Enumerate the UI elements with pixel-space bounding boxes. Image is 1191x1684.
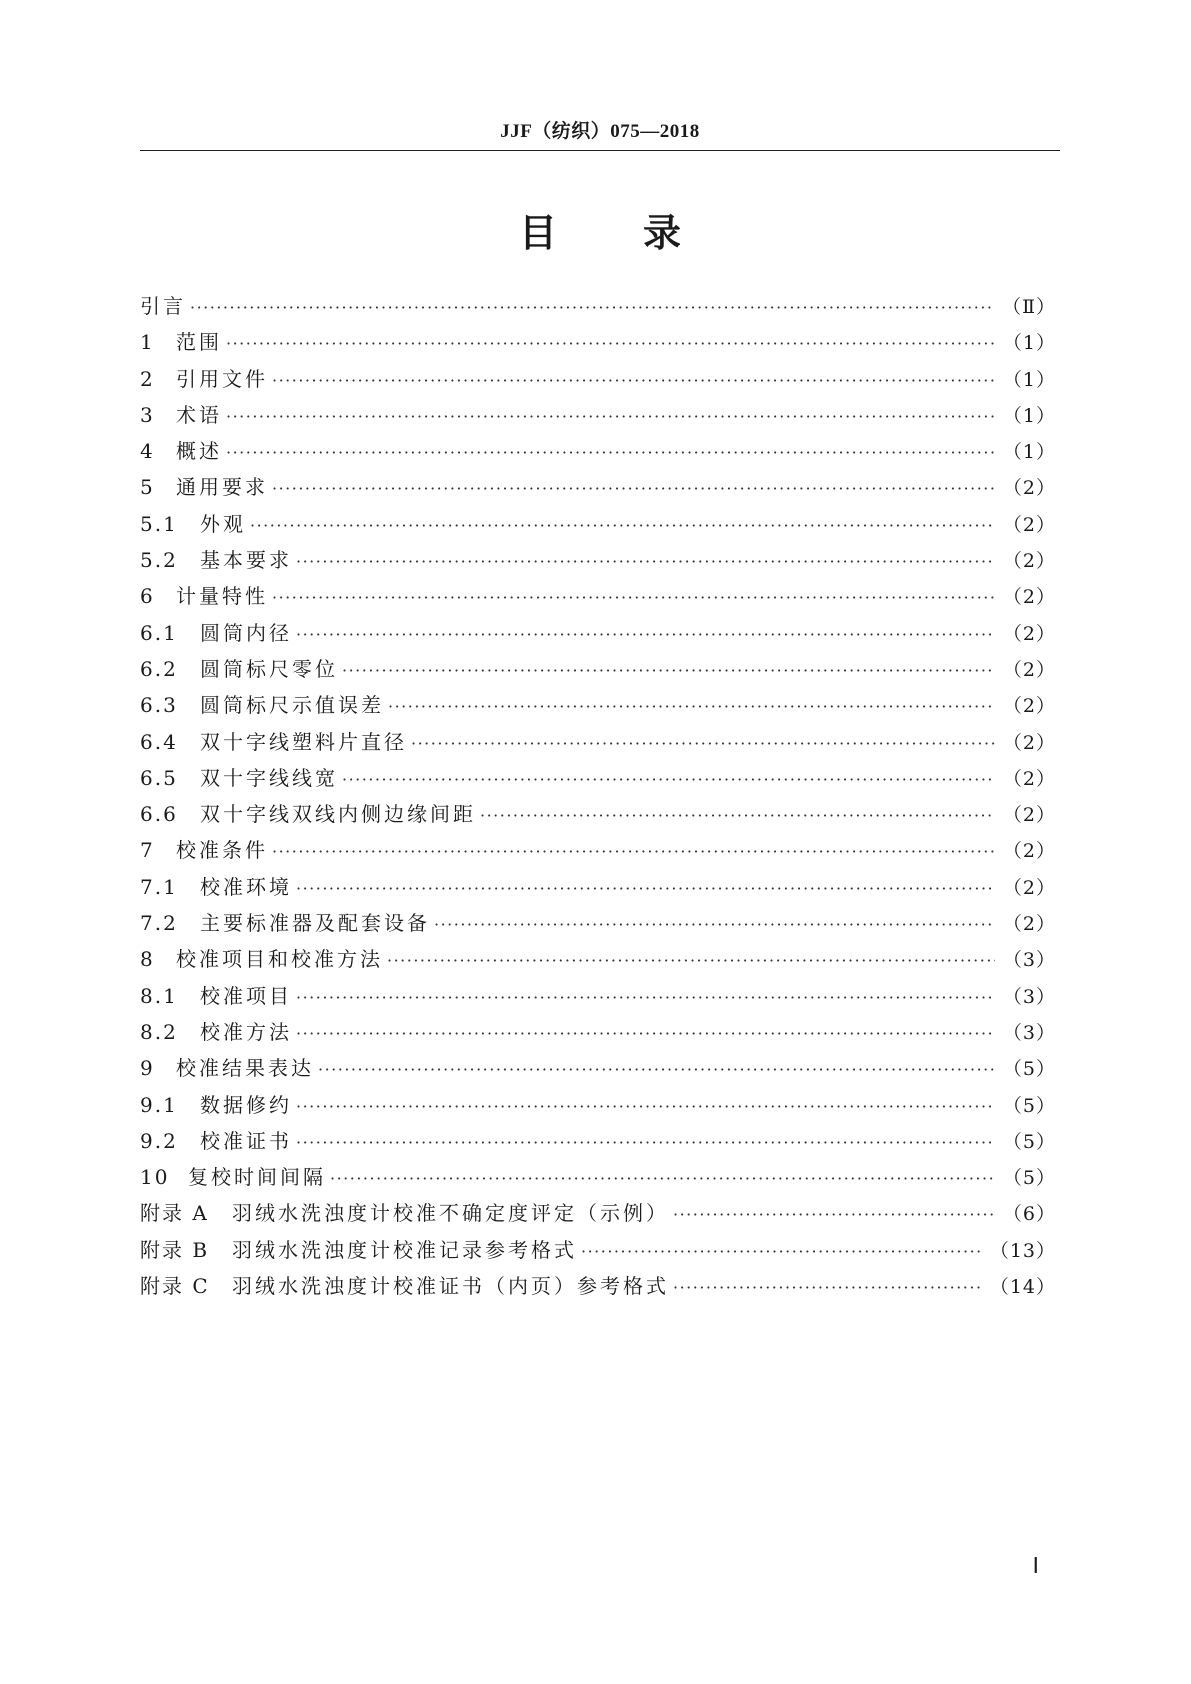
toc-entry-number: 1 — [140, 330, 155, 355]
toc-entry-9-2[interactable] — [140, 1125, 1056, 1161]
toc-entry-label: 校准结果表达 — [176, 1056, 314, 1081]
toc-leader-dots — [272, 842, 995, 861]
toc-entry-6-5[interactable] — [140, 762, 1056, 798]
toc-entry-label: 主要标准器及配套设备 — [200, 911, 430, 936]
toc-entry-number: 9 — [140, 1056, 155, 1081]
toc-entry-page: （5） — [1002, 1130, 1056, 1153]
toc-entry-label: 概述 — [176, 439, 222, 464]
toc-entry-appendix-a[interactable] — [140, 1197, 1056, 1233]
toc-entry-label: 校准项目 — [200, 983, 292, 1008]
toc-entry-label: 羽绒水洗浊度计校准不确定度评定（示例） — [232, 1201, 669, 1226]
toc-entry-8-2[interactable] — [140, 1016, 1056, 1052]
toc-entry-number: 5.2 — [140, 548, 178, 573]
toc-entry-9[interactable] — [140, 1052, 1056, 1088]
toc-entry-5-1[interactable] — [140, 508, 1056, 544]
toc-leader-dots — [330, 1169, 995, 1188]
toc-leader-dots — [673, 1278, 982, 1297]
toc-entry-2[interactable] — [140, 363, 1056, 399]
toc-entry-8[interactable] — [140, 943, 1056, 979]
toc-entry-number: 6 — [140, 584, 155, 609]
toc-entry-7-2[interactable] — [140, 907, 1056, 943]
toc-entry-label: 羽绒水洗浊度计校准记录参考格式 — [232, 1237, 577, 1262]
toc-entry-page: （1） — [1002, 332, 1056, 355]
toc-entry-number: 9.1 — [140, 1092, 178, 1117]
toc-entry-page: （2） — [1002, 804, 1056, 827]
toc-leader-dots — [226, 407, 995, 426]
toc-entry-label: 引言 — [140, 294, 186, 318]
page-number: Ⅰ — [1032, 1553, 1039, 1578]
toc-leader-dots — [226, 443, 995, 462]
toc-entry-page: （2） — [1002, 586, 1056, 609]
toc-entry-number: 8.2 — [140, 1019, 178, 1044]
toc-entry-6-4[interactable] — [140, 726, 1056, 762]
toc-title: 目录 — [518, 211, 767, 255]
toc-entry-label: 校准证书 — [200, 1128, 292, 1153]
toc-entry-label: 双十字线塑料片直径 — [200, 729, 407, 754]
toc-leader-dots — [434, 915, 995, 934]
toc-entry-5-2[interactable] — [140, 544, 1056, 580]
toc-leader-dots — [480, 806, 995, 825]
toc-entry-page: （2） — [1002, 550, 1056, 573]
toc-entry-label: 双十字线线宽 — [200, 765, 338, 790]
toc-leader-dots — [296, 1133, 995, 1152]
toc-entry-page: （1） — [1002, 368, 1056, 391]
toc-entry-number: 6.5 — [140, 765, 178, 790]
toc-leader-dots — [272, 371, 995, 390]
toc-entry-page: （2） — [1002, 695, 1056, 718]
toc-entry-label: 基本要求 — [200, 548, 292, 573]
toc-entry-page: （6） — [1002, 1203, 1056, 1226]
toc-entry-number: 5 — [140, 475, 155, 500]
toc-entry-label: 范围 — [176, 330, 222, 355]
toc-entry-label: 圆筒标尺示值误差 — [200, 693, 384, 718]
toc-entry-label: 校准方法 — [200, 1019, 292, 1044]
toc-entry-6-1[interactable] — [140, 617, 1056, 653]
toc-entry-8-1[interactable] — [140, 980, 1056, 1016]
toc-entry-5[interactable] — [140, 471, 1056, 507]
toc-entry-intro[interactable] — [140, 290, 1056, 326]
toc-entry-number: 6.6 — [140, 802, 178, 827]
toc-entry-9-1[interactable] — [140, 1089, 1056, 1125]
document-code-header: JJF（纺织）075—2018 — [500, 121, 700, 142]
toc-leader-dots — [342, 661, 995, 680]
toc-entry-label: 外观 — [200, 511, 246, 536]
toc-entry-label: 羽绒水洗浊度计校准证书（内页）参考格式 — [232, 1274, 669, 1299]
toc-entry-7-1[interactable] — [140, 871, 1056, 907]
toc-entry-label: 数据修约 — [200, 1092, 292, 1117]
toc-entry-page: （2） — [1002, 658, 1056, 681]
toc-entry-page: （3） — [1002, 949, 1056, 972]
toc-entry-10[interactable] — [140, 1161, 1056, 1197]
toc-entry-page: （5） — [1002, 1058, 1056, 1081]
toc-entry-number: 6.4 — [140, 729, 178, 754]
toc-entry-page: （5） — [1002, 1094, 1056, 1117]
toc-leader-dots — [296, 552, 995, 571]
toc-entry-number: 7 — [140, 838, 155, 863]
toc-entry-label: 计量特性 — [176, 584, 268, 609]
toc-leader-dots — [272, 479, 995, 498]
toc-entry-4[interactable] — [140, 435, 1056, 471]
toc-entry-number: 8.1 — [140, 983, 178, 1008]
toc-entry-number: 6.3 — [140, 693, 178, 718]
toc-entry-label: 圆筒标尺零位 — [200, 656, 338, 681]
toc-leader-dots — [388, 697, 995, 716]
toc-leader-dots — [272, 588, 995, 607]
toc-entry-label: 引用文件 — [176, 366, 268, 391]
toc-entry-number: 附录 A — [140, 1201, 209, 1226]
toc-entry-page: （1） — [1002, 441, 1056, 464]
toc-entry-6-3[interactable] — [140, 689, 1056, 725]
toc-entry-6-6[interactable] — [140, 798, 1056, 834]
toc-leader-dots — [296, 1097, 995, 1116]
toc-leader-dots — [226, 334, 995, 353]
toc-entry-page: （Ⅱ） — [1002, 296, 1056, 318]
toc-leader-dots — [296, 1024, 995, 1043]
toc-entry-number: 2 — [140, 366, 155, 391]
toc-leader-dots — [296, 625, 995, 644]
toc-entry-page: （2） — [1002, 477, 1056, 500]
toc-entry-page: （13） — [989, 1239, 1056, 1262]
toc-entry-number: 附录 B — [140, 1237, 210, 1262]
toc-leader-dots — [581, 1242, 982, 1261]
toc-entry-page: （2） — [1002, 840, 1056, 863]
toc-entry-appendix-c[interactable] — [140, 1270, 1056, 1306]
toc-entry-number: 8 — [140, 947, 155, 972]
toc-leader-dots — [318, 1060, 995, 1079]
toc-entry-page: （2） — [1002, 876, 1056, 899]
toc-entry-page: （2） — [1002, 622, 1056, 645]
toc-entry-appendix-b[interactable] — [140, 1234, 1056, 1270]
toc-entry-number: 附录 C — [140, 1274, 210, 1299]
toc-entry-number: 7.2 — [140, 911, 178, 936]
toc-entry-number: 6.1 — [140, 620, 178, 645]
toc-entry-1[interactable] — [140, 326, 1056, 362]
toc-leader-dots — [250, 516, 995, 535]
toc-entry-label: 通用要求 — [176, 475, 268, 500]
toc-entry-page: （3） — [1002, 1021, 1056, 1044]
toc-entry-6[interactable] — [140, 580, 1056, 616]
toc-entry-label: 复校时间间隔 — [188, 1165, 326, 1190]
toc-entry-page: （2） — [1002, 913, 1056, 936]
toc-entry-label: 圆筒内径 — [200, 620, 292, 645]
toc-leader-dots — [296, 988, 995, 1007]
toc-entry-number: 7.1 — [140, 874, 178, 899]
toc-entry-label: 校准环境 — [200, 874, 292, 899]
toc-leader-dots — [296, 879, 995, 898]
toc-entry-number: 5.1 — [140, 511, 178, 536]
toc-leader-dots — [387, 951, 995, 970]
toc-entry-6-2[interactable] — [140, 653, 1056, 689]
toc-entry-label: 校准项目和校准方法 — [176, 947, 383, 972]
toc-entry-number: 4 — [140, 439, 155, 464]
toc-entry-page: （3） — [1002, 985, 1056, 1008]
table-of-contents — [140, 290, 1056, 1306]
toc-entry-number: 10 — [140, 1165, 170, 1190]
toc-entry-page: （2） — [1002, 731, 1056, 754]
toc-leader-dots — [673, 1205, 995, 1224]
toc-entry-number: 9.2 — [140, 1128, 178, 1153]
toc-entry-3[interactable] — [140, 399, 1056, 435]
toc-leader-dots — [190, 298, 994, 317]
toc-entry-label: 校准条件 — [176, 838, 268, 863]
toc-entry-label: 术语 — [176, 402, 222, 427]
toc-entry-page: （2） — [1002, 513, 1056, 536]
toc-leader-dots — [342, 770, 995, 789]
toc-entry-7[interactable] — [140, 834, 1056, 870]
toc-leader-dots — [411, 734, 995, 753]
toc-entry-number: 6.2 — [140, 656, 178, 681]
toc-entry-page: （14） — [989, 1276, 1056, 1299]
toc-entry-number: 3 — [140, 402, 155, 427]
toc-entry-page: （2） — [1002, 767, 1056, 790]
toc-entry-label: 双十字线双线内侧边缘间距 — [200, 802, 476, 827]
toc-entry-page: （1） — [1002, 404, 1056, 427]
header-rule — [140, 150, 1060, 151]
toc-entry-page: （5） — [1002, 1167, 1056, 1190]
